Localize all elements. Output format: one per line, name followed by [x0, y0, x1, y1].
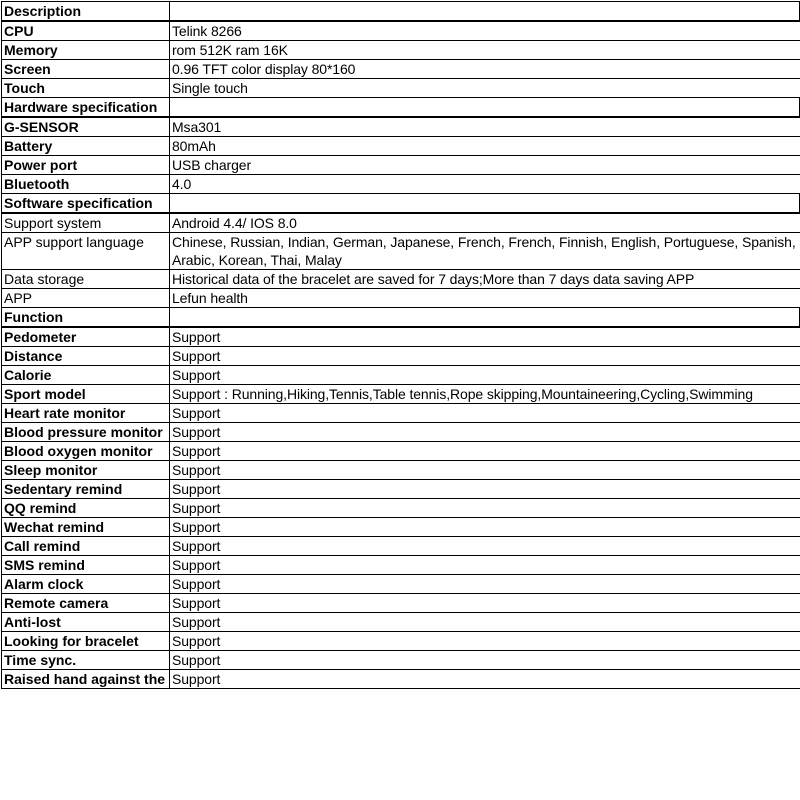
table-title-empty-cell — [170, 2, 800, 22]
table-row — [2, 327, 800, 347]
table-row — [2, 60, 800, 79]
table-row — [2, 156, 800, 175]
spec-value: Support — [170, 404, 800, 423]
spec-label: Looking for bracelet — [2, 632, 170, 651]
spec-value: Support — [170, 347, 800, 366]
section-header-row — [2, 194, 800, 214]
spec-value: Msa301 — [170, 117, 800, 137]
spec-label: Battery — [2, 137, 170, 156]
table-row — [2, 518, 800, 537]
table-row — [2, 575, 800, 594]
table-row — [2, 233, 800, 270]
table-row — [2, 213, 800, 233]
spec-label: Calorie — [2, 366, 170, 385]
spec-value: Support — [170, 327, 800, 347]
spec-value: Support — [170, 594, 800, 613]
table-row — [2, 41, 800, 60]
spec-label: Sleep monitor — [2, 461, 170, 480]
spec-label: QQ remind — [2, 499, 170, 518]
spec-label: Raised hand against the — [2, 670, 170, 689]
spec-label: SMS remind — [2, 556, 170, 575]
section-header-row — [2, 308, 800, 328]
spec-label: Memory — [2, 41, 170, 60]
spec-value: Historical data of the bracelet are saved for 7 days;More than 7 days data saving APP — [170, 270, 800, 289]
table-row — [2, 347, 800, 366]
spec-value: Support — [170, 632, 800, 651]
table-row — [2, 499, 800, 518]
table-row — [2, 537, 800, 556]
spec-value: Single touch — [170, 79, 800, 98]
spec-label: Pedometer — [2, 327, 170, 347]
spec-value: Support — [170, 518, 800, 537]
spec-value: Support — [170, 556, 800, 575]
spec-value: Support — [170, 537, 800, 556]
table-row — [2, 137, 800, 156]
spec-table — [1, 1, 800, 689]
spec-label: Screen — [2, 60, 170, 79]
spec-label: Power port — [2, 156, 170, 175]
spec-label: G-SENSOR — [2, 117, 170, 137]
spec-label: Distance — [2, 347, 170, 366]
section-header-row — [2, 98, 800, 118]
table-row — [2, 461, 800, 480]
spec-label: Data storage — [2, 270, 170, 289]
table-row — [2, 270, 800, 289]
spec-value: Android 4.4/ IOS 8.0 — [170, 213, 800, 233]
spec-value: rom 512K ram 16K — [170, 41, 800, 60]
spec-value: Support — [170, 461, 800, 480]
table-title: Description — [2, 2, 170, 22]
table-row — [2, 366, 800, 385]
spec-value: 4.0 — [170, 175, 800, 194]
spec-value: USB charger — [170, 156, 800, 175]
spec-label: Bluetooth — [2, 175, 170, 194]
table-row — [2, 404, 800, 423]
table-row — [2, 556, 800, 575]
spec-label: Time sync. — [2, 651, 170, 670]
table-row — [2, 385, 800, 404]
spec-value: Support — [170, 366, 800, 385]
spec-label: Sport model — [2, 385, 170, 404]
spec-label: CPU — [2, 21, 170, 41]
table-row — [2, 651, 800, 670]
spec-label: Blood oxygen monitor — [2, 442, 170, 461]
spec-value: Support — [170, 575, 800, 594]
table-row — [2, 480, 800, 499]
spec-label: Remote camera — [2, 594, 170, 613]
spec-label: Heart rate monitor — [2, 404, 170, 423]
table-row — [2, 117, 800, 137]
spec-value: Support : Running,Hiking,Tennis,Table tennis,Rope skipping,Mountaineering,Cycling,Swimming — [170, 385, 800, 404]
table-row — [2, 21, 800, 41]
spec-table-body — [2, 2, 800, 689]
spec-value: Support — [170, 613, 800, 632]
table-row — [2, 594, 800, 613]
spec-label: Sedentary remind — [2, 480, 170, 499]
section-empty-cell — [170, 194, 800, 214]
section-title: Software specification — [2, 194, 170, 214]
spec-value: Support — [170, 442, 800, 461]
spec-value: Support — [170, 651, 800, 670]
spec-label: Alarm clock — [2, 575, 170, 594]
table-row — [2, 423, 800, 442]
table-row — [2, 613, 800, 632]
spec-value: Support — [170, 480, 800, 499]
table-title-row — [2, 2, 800, 22]
table-row — [2, 670, 800, 689]
spec-value: 0.96 TFT color display 80*160 — [170, 60, 800, 79]
spec-value: Telink 8266 — [170, 21, 800, 41]
section-empty-cell — [170, 98, 800, 118]
spec-label: Wechat remind — [2, 518, 170, 537]
spec-label: APP — [2, 289, 170, 308]
spec-value: 80mAh — [170, 137, 800, 156]
section-title: Hardware specification — [2, 98, 170, 118]
spec-label: Touch — [2, 79, 170, 98]
spec-value: Support — [170, 423, 800, 442]
spec-value: Lefun health — [170, 289, 800, 308]
table-row — [2, 79, 800, 98]
spec-label: Blood pressure monitor — [2, 423, 170, 442]
spec-label: APP support language — [2, 233, 170, 270]
table-row — [2, 442, 800, 461]
spec-value: Support — [170, 499, 800, 518]
section-empty-cell — [170, 308, 800, 328]
table-row — [2, 289, 800, 308]
section-title: Function — [2, 308, 170, 328]
table-row — [2, 632, 800, 651]
table-row — [2, 175, 800, 194]
spec-label: Support system — [2, 213, 170, 233]
spec-value: Chinese, Russian, Indian, German, Japanese, French, French, Finnish, English, Portuguese, Spanish, Arabic, Korean, Thai, Malay — [170, 233, 800, 270]
spec-label: Call remind — [2, 537, 170, 556]
spec-label: Anti-lost — [2, 613, 170, 632]
spec-value: Support — [170, 670, 800, 689]
